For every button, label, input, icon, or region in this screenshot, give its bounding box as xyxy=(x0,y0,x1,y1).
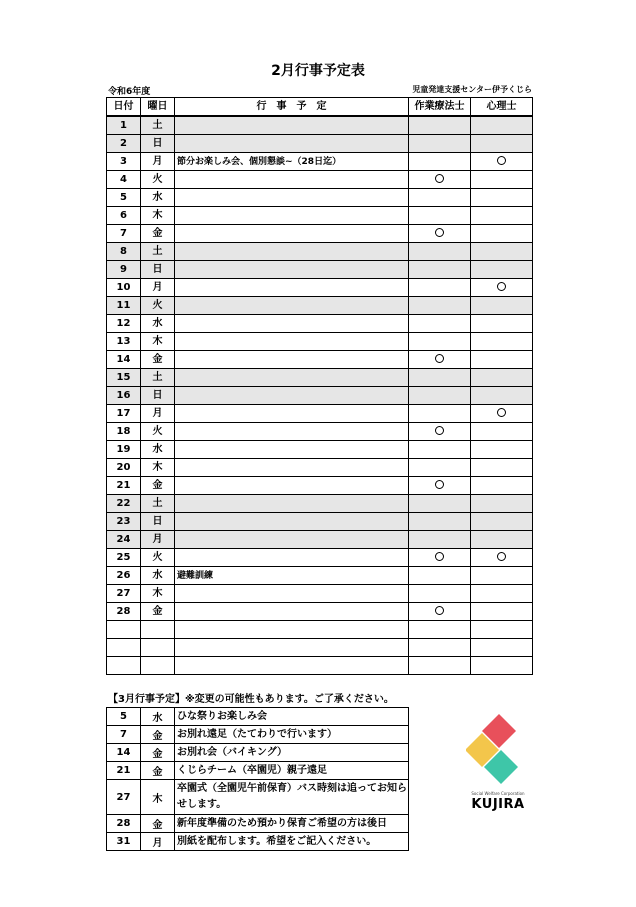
march-day-cell: 27 xyxy=(107,780,141,815)
blank-cell xyxy=(175,639,409,657)
ot-cell xyxy=(409,387,471,405)
schedule-row xyxy=(107,135,533,153)
schedule-row xyxy=(107,333,533,351)
day-cell: 24 xyxy=(107,531,141,549)
day-cell: 13 xyxy=(107,333,141,351)
schedule-header-row xyxy=(107,98,533,117)
header-occupational-therapist: 作業療法士 xyxy=(409,98,471,117)
psychologist-cell xyxy=(471,333,533,351)
event-cell xyxy=(175,171,409,189)
attendance-circle-icon xyxy=(435,354,444,363)
psychologist-cell xyxy=(471,513,533,531)
ot-cell xyxy=(409,351,471,369)
attendance-circle-icon xyxy=(435,606,444,615)
blank-cell xyxy=(107,657,141,675)
ot-cell xyxy=(409,315,471,333)
ot-cell xyxy=(409,585,471,603)
ot-cell xyxy=(409,603,471,621)
march-row xyxy=(107,708,409,726)
march-day-cell: 7 xyxy=(107,726,141,744)
schedule-row xyxy=(107,279,533,297)
psychologist-cell xyxy=(471,243,533,261)
weekday-cell: 火 xyxy=(141,423,175,441)
day-cell: 8 xyxy=(107,243,141,261)
attendance-circle-icon xyxy=(435,552,444,561)
attendance-circle-icon xyxy=(435,174,444,183)
schedule-row xyxy=(107,189,533,207)
march-row xyxy=(107,815,409,833)
weekday-cell: 火 xyxy=(141,171,175,189)
march-row xyxy=(107,762,409,780)
psychologist-cell xyxy=(471,189,533,207)
weekday-cell: 日 xyxy=(141,261,175,279)
ot-cell xyxy=(409,189,471,207)
header-weekday: 曜日 xyxy=(141,98,175,117)
header-psychologist: 心理士 xyxy=(471,98,533,117)
blank-cell xyxy=(471,621,533,639)
event-cell xyxy=(175,585,409,603)
event-cell: 避難訓練 xyxy=(175,567,409,585)
psychologist-cell xyxy=(471,171,533,189)
blank-cell xyxy=(175,621,409,639)
day-cell: 15 xyxy=(107,369,141,387)
march-schedule-heading: 【3月行事予定】※変更の可能性もあります。ご了承ください。 xyxy=(108,694,394,705)
march-event-cell: 別紙を配布します。希望をご記入ください。 xyxy=(175,833,409,851)
schedule-row xyxy=(107,531,533,549)
psychologist-cell xyxy=(471,387,533,405)
march-weekday-cell: 木 xyxy=(141,780,175,815)
attendance-circle-icon xyxy=(435,480,444,489)
ot-cell xyxy=(409,567,471,585)
page-title: 2月行事予定表 xyxy=(271,63,365,79)
weekday-cell: 土 xyxy=(141,243,175,261)
header-event: 行 事 予 定 xyxy=(175,98,409,117)
schedule-row xyxy=(107,315,533,333)
schedule-row xyxy=(107,207,533,225)
schedule-row xyxy=(107,153,533,171)
weekday-cell: 日 xyxy=(141,135,175,153)
day-cell: 4 xyxy=(107,171,141,189)
blank-cell xyxy=(409,621,471,639)
ot-cell xyxy=(409,549,471,567)
day-cell: 17 xyxy=(107,405,141,423)
schedule-row xyxy=(107,495,533,513)
march-event-cell: お別れ遠足（たてわりで行います） xyxy=(175,726,409,744)
weekday-cell: 木 xyxy=(141,585,175,603)
event-cell xyxy=(175,369,409,387)
ot-cell xyxy=(409,513,471,531)
psychologist-cell xyxy=(471,459,533,477)
psychologist-cell xyxy=(471,441,533,459)
schedule-row xyxy=(107,603,533,621)
schedule-row xyxy=(107,387,533,405)
weekday-cell: 日 xyxy=(141,513,175,531)
schedule-row xyxy=(107,351,533,369)
weekday-cell: 土 xyxy=(141,495,175,513)
logo-subtitle: Social Welfare Corporation xyxy=(471,791,525,796)
schedule-row xyxy=(107,477,533,495)
psychologist-cell xyxy=(471,116,533,135)
march-weekday-cell: 水 xyxy=(141,708,175,726)
day-cell: 11 xyxy=(107,297,141,315)
blank-cell xyxy=(471,657,533,675)
weekday-cell: 水 xyxy=(141,189,175,207)
psychologist-cell xyxy=(471,423,533,441)
ot-cell xyxy=(409,116,471,135)
weekday-cell: 月 xyxy=(141,531,175,549)
psychologist-cell xyxy=(471,279,533,297)
ot-cell xyxy=(409,225,471,243)
logo-name: KUJIRA xyxy=(471,797,525,812)
ot-cell xyxy=(409,495,471,513)
event-cell xyxy=(175,495,409,513)
event-cell: 節分お楽しみ会、個別懇談~（28日迄） xyxy=(175,153,409,171)
psychologist-cell xyxy=(471,567,533,585)
day-cell: 19 xyxy=(107,441,141,459)
event-cell xyxy=(175,351,409,369)
weekday-cell: 水 xyxy=(141,567,175,585)
day-cell: 14 xyxy=(107,351,141,369)
march-event-cell: 卒園式（全園児午前保育）バス時刻は追ってお知らせします。 xyxy=(175,780,409,815)
schedule-row xyxy=(107,549,533,567)
weekday-cell: 月 xyxy=(141,153,175,171)
ot-cell xyxy=(409,261,471,279)
march-day-cell: 5 xyxy=(107,708,141,726)
ot-cell xyxy=(409,207,471,225)
psychologist-cell xyxy=(471,603,533,621)
attendance-circle-icon xyxy=(497,156,506,165)
day-cell: 9 xyxy=(107,261,141,279)
weekday-cell: 月 xyxy=(141,279,175,297)
psychologist-cell xyxy=(471,207,533,225)
schedule-row xyxy=(107,171,533,189)
blank-cell xyxy=(107,621,141,639)
march-weekday-cell: 金 xyxy=(141,744,175,762)
day-cell: 10 xyxy=(107,279,141,297)
day-cell: 2 xyxy=(107,135,141,153)
event-cell xyxy=(175,225,409,243)
march-row xyxy=(107,744,409,762)
march-weekday-cell: 金 xyxy=(141,726,175,744)
march-event-cell: お別れ会（バイキング） xyxy=(175,744,409,762)
day-cell: 26 xyxy=(107,567,141,585)
psychologist-cell xyxy=(471,351,533,369)
weekday-cell: 木 xyxy=(141,459,175,477)
schedule-row xyxy=(107,369,533,387)
event-cell xyxy=(175,459,409,477)
psychologist-cell xyxy=(471,315,533,333)
march-day-cell: 14 xyxy=(107,744,141,762)
psychologist-cell xyxy=(471,549,533,567)
march-event-cell: 新年度準備のため預かり保育ご希望の方は後日 xyxy=(175,815,409,833)
attendance-circle-icon xyxy=(497,408,506,417)
blank-cell xyxy=(107,639,141,657)
blank-row xyxy=(107,657,533,675)
day-cell: 6 xyxy=(107,207,141,225)
schedule-row xyxy=(107,225,533,243)
event-cell xyxy=(175,531,409,549)
weekday-cell: 水 xyxy=(141,315,175,333)
weekday-cell: 土 xyxy=(141,369,175,387)
event-cell xyxy=(175,297,409,315)
event-cell xyxy=(175,315,409,333)
day-cell: 23 xyxy=(107,513,141,531)
event-cell xyxy=(175,405,409,423)
ot-cell xyxy=(409,459,471,477)
march-day-cell: 21 xyxy=(107,762,141,780)
attendance-circle-icon xyxy=(497,552,506,561)
march-event-cell: くじらチーム（卒園児）親子遠足 xyxy=(175,762,409,780)
weekday-cell: 金 xyxy=(141,225,175,243)
ot-cell xyxy=(409,243,471,261)
day-cell: 5 xyxy=(107,189,141,207)
blank-row xyxy=(107,621,533,639)
march-row xyxy=(107,833,409,851)
blank-cell xyxy=(175,657,409,675)
event-cell xyxy=(175,513,409,531)
day-cell: 16 xyxy=(107,387,141,405)
psychologist-cell xyxy=(471,531,533,549)
weekday-cell: 月 xyxy=(141,405,175,423)
day-cell: 18 xyxy=(107,423,141,441)
ot-cell xyxy=(409,171,471,189)
march-weekday-cell: 月 xyxy=(141,833,175,851)
psychologist-cell xyxy=(471,477,533,495)
ot-cell xyxy=(409,531,471,549)
ot-cell xyxy=(409,441,471,459)
schedule-row xyxy=(107,585,533,603)
psychologist-cell xyxy=(471,405,533,423)
weekday-cell: 金 xyxy=(141,351,175,369)
ot-cell xyxy=(409,405,471,423)
schedule-row xyxy=(107,459,533,477)
blank-cell xyxy=(141,639,175,657)
ot-cell xyxy=(409,135,471,153)
schedule-row xyxy=(107,441,533,459)
event-cell xyxy=(175,549,409,567)
march-row xyxy=(107,726,409,744)
day-cell: 28 xyxy=(107,603,141,621)
day-cell: 12 xyxy=(107,315,141,333)
psychologist-cell xyxy=(471,153,533,171)
event-cell xyxy=(175,603,409,621)
psychologist-cell xyxy=(471,369,533,387)
blank-row xyxy=(107,639,533,657)
blank-cell xyxy=(409,657,471,675)
attendance-circle-icon xyxy=(435,228,444,237)
ot-cell xyxy=(409,297,471,315)
event-cell xyxy=(175,423,409,441)
event-cell xyxy=(175,135,409,153)
ot-cell xyxy=(409,423,471,441)
event-cell xyxy=(175,116,409,135)
schedule-row xyxy=(107,261,533,279)
march-row xyxy=(107,780,409,815)
day-cell: 22 xyxy=(107,495,141,513)
schedule-row xyxy=(107,116,533,135)
psychologist-cell xyxy=(471,585,533,603)
attendance-circle-icon xyxy=(497,282,506,291)
psychologist-cell xyxy=(471,495,533,513)
ot-cell xyxy=(409,477,471,495)
ot-cell xyxy=(409,369,471,387)
blank-cell xyxy=(409,639,471,657)
event-cell xyxy=(175,243,409,261)
weekday-cell: 水 xyxy=(141,441,175,459)
march-schedule-table xyxy=(106,707,409,851)
weekday-cell: 木 xyxy=(141,333,175,351)
organization-name: 児童発達支援センター伊予くじら xyxy=(412,85,532,94)
day-cell: 7 xyxy=(107,225,141,243)
march-event-cell: ひな祭りお楽しみ会 xyxy=(175,708,409,726)
event-cell xyxy=(175,207,409,225)
weekday-cell: 火 xyxy=(141,549,175,567)
ot-cell xyxy=(409,153,471,171)
schedule-row xyxy=(107,243,533,261)
ot-cell xyxy=(409,279,471,297)
weekday-cell: 土 xyxy=(141,116,175,135)
blank-cell xyxy=(141,657,175,675)
psychologist-cell xyxy=(471,135,533,153)
schedule-row xyxy=(107,405,533,423)
header-day: 日付 xyxy=(107,98,141,117)
blank-cell xyxy=(141,621,175,639)
march-day-cell: 28 xyxy=(107,815,141,833)
blank-cell xyxy=(471,639,533,657)
schedule-table xyxy=(106,97,533,675)
event-cell xyxy=(175,279,409,297)
ot-cell xyxy=(409,333,471,351)
schedule-row xyxy=(107,567,533,585)
fiscal-year: 令和6年度 xyxy=(108,87,151,97)
attendance-circle-icon xyxy=(435,426,444,435)
schedule-row xyxy=(107,513,533,531)
march-day-cell: 31 xyxy=(107,833,141,851)
event-cell xyxy=(175,261,409,279)
psychologist-cell xyxy=(471,297,533,315)
weekday-cell: 木 xyxy=(141,207,175,225)
event-cell xyxy=(175,333,409,351)
psychologist-cell xyxy=(471,225,533,243)
day-cell: 1 xyxy=(107,116,141,135)
weekday-cell: 金 xyxy=(141,477,175,495)
march-weekday-cell: 金 xyxy=(141,762,175,780)
weekday-cell: 金 xyxy=(141,603,175,621)
psychologist-cell xyxy=(471,261,533,279)
event-cell xyxy=(175,441,409,459)
day-cell: 3 xyxy=(107,153,141,171)
march-weekday-cell: 金 xyxy=(141,815,175,833)
day-cell: 21 xyxy=(107,477,141,495)
schedule-row xyxy=(107,297,533,315)
event-cell xyxy=(175,387,409,405)
day-cell: 27 xyxy=(107,585,141,603)
weekday-cell: 日 xyxy=(141,387,175,405)
day-cell: 20 xyxy=(107,459,141,477)
weekday-cell: 火 xyxy=(141,297,175,315)
kujira-logo xyxy=(466,712,528,800)
event-cell xyxy=(175,477,409,495)
event-cell xyxy=(175,189,409,207)
schedule-row xyxy=(107,423,533,441)
day-cell: 25 xyxy=(107,549,141,567)
